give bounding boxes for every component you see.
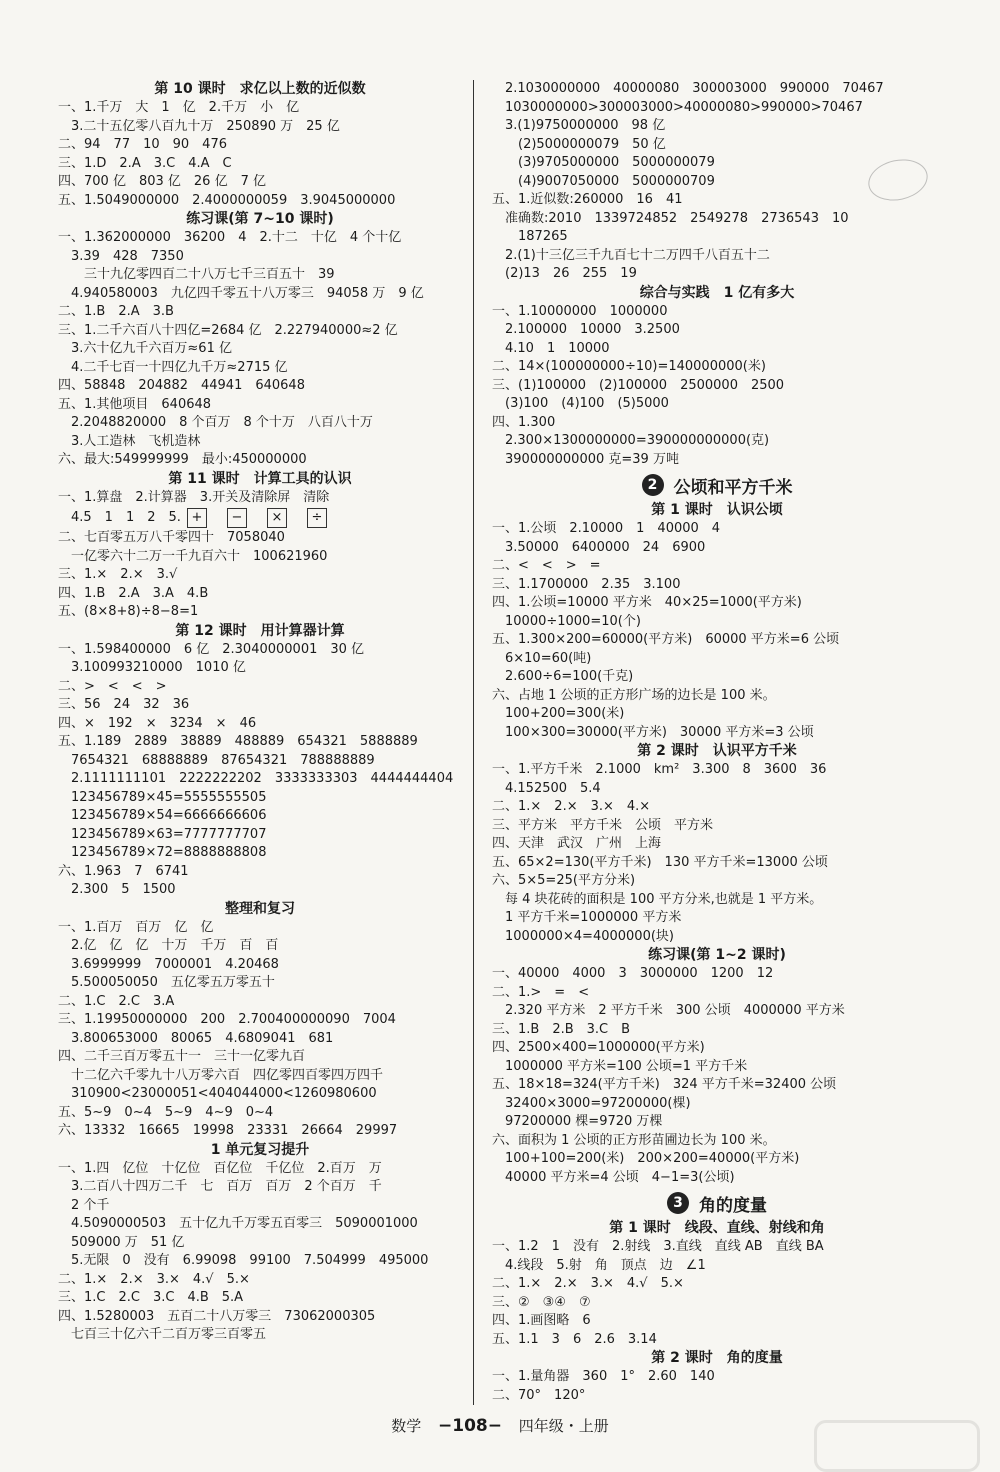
answer-line: 3.39 428 7350 <box>58 248 184 264</box>
answer-line: 2.1030000000 40000080 300003000 990000 70467 <box>492 81 884 96</box>
answer-line: 1000000 平方米=100 公顷=1 平方千米 <box>492 1058 748 1074</box>
answer-line: 2.2048820000 8 个百万 8 个十万 八百八十万 <box>58 415 373 430</box>
answer-line: 4.940580003 九亿四千零五十八万零三 94058 万 9 亿 <box>58 285 424 301</box>
answer-line: 3.二百八十四万二千 七 百万 百万 2 个百万 千 <box>58 1179 382 1194</box>
answer-line: (4)9007050000 5000000709 <box>492 173 715 189</box>
answer-line: 五、1.5049000000 2.4000000059 3.9045000000 <box>58 192 396 208</box>
answer-line: 40000 平方米=4 公顷 4−1=3(公顷) <box>492 1169 735 1185</box>
answer-line: 123456789×54=6666666606 <box>58 808 267 823</box>
answer-line: 四、1.公顷=10000 平方米 40×25=1000(平方米) <box>492 595 802 610</box>
section-title: 综合与实践 1 亿有多大 <box>639 284 795 301</box>
answer-line: 五、1.1 3 6 2.6 3.14 <box>492 1331 657 1347</box>
answer-line: 123456789×72=8888888808 <box>58 845 267 860</box>
answer-line: 2.300×1300000000=390000000000(克) <box>492 433 770 448</box>
answer-line: (3)100 (4)100 (5)5000 <box>492 396 669 411</box>
calculator-key-icon: + <box>187 508 207 528</box>
answer-line: 四、1.画图略 6 <box>492 1313 591 1328</box>
answer-line: 五、18×18=324(平方千米) 324 平方千米=32400 公顷 <box>492 1077 837 1092</box>
answer-line: 一、1.公顷 2.10000 1 40000 4 <box>492 521 721 536</box>
answer-line: 一、1.2 1 没有 2.射线 3.直线 直线 AB 直线 BA <box>492 1239 824 1254</box>
answer-line: 六、面积为 1 公顷的正方形苗圃边长为 100 米。 <box>492 1132 776 1148</box>
answer-line: 二、1.× 2.× 3.× 4.× <box>492 799 651 814</box>
answer-line: 7654321 68888889 87654321 788888889 <box>58 752 375 768</box>
answer-line: 二、< < > = <box>492 558 601 573</box>
page-number: −108− <box>438 1416 502 1436</box>
column-divider <box>473 80 474 1405</box>
answer-line-keys <box>58 507 462 529</box>
answer-line: 二、七百零五万八千零四十 7058040 <box>58 530 285 545</box>
answer-line: 四、1.5280003 五百二十八万零三 73062000305 <box>58 1308 376 1324</box>
answer-line: 4.5090000503 五十亿九千万零五百零三 5090001000 <box>58 1216 418 1231</box>
answer-line: 97200000 棵=9720 万棵 <box>492 1114 663 1129</box>
answer-line: 三、1.19950000000 200 2.700400000090 7004 <box>58 1012 396 1027</box>
answer-line: 2.600÷6=100(千克) <box>492 669 634 684</box>
answer-line: 三、② ③④ ⑦ <box>492 1294 591 1310</box>
answer-line: 五、65×2=130(平方千米) 130 平方千米=13000 公顷 <box>492 854 828 870</box>
answer-line: 310900<23000051<404044000<1260980600 <box>58 1086 377 1101</box>
answer-line: 五、1.其他项目 640648 <box>58 396 212 412</box>
answer-line: 3.100993210000 1010 亿 <box>58 660 246 675</box>
answer-line: 一、40000 4000 3 3000000 1200 12 <box>492 966 774 981</box>
calculator-key-icon: × <box>267 508 287 528</box>
answer-line: 六、1.963 7 6741 <box>58 863 189 879</box>
answer-line: 一、1.量角器 360 1° 2.60 140 <box>492 1369 715 1384</box>
answer-line: 3.二十五亿零八百九十万 250890 万 25 亿 <box>58 118 340 134</box>
answer-line: 二、> < < > <box>58 678 167 694</box>
answer-line: 3.(1)9750000000 98 亿 <box>492 118 666 133</box>
section-title: 第 10 课时 求亿以上数的近似数 <box>154 81 366 97</box>
calculator-key-icon: ÷ <box>307 508 327 528</box>
answer-line: (3)9705000000 5000000079 <box>492 155 715 170</box>
answer-line: 四、1.B 2.A 3.A 4.B <box>58 585 209 601</box>
answer-line: 四、58848 204882 44941 640648 <box>58 378 305 393</box>
answer-line: 三、1.× 2.× 3.√ <box>58 567 178 582</box>
answer-text: 4.5 1 1 2 5. <box>58 509 181 525</box>
answer-line: 准确数:2010 1339724852 2549278 2736543 10 <box>492 210 849 226</box>
answer-line: 3.50000 6400000 24 6900 <box>492 539 706 555</box>
answer-line: 2.100000 10000 3.2500 <box>492 322 680 337</box>
answer-line: 六、5×5=25(平方分米) <box>492 873 636 888</box>
unit-title: 公顷和平方千米 <box>673 477 793 498</box>
section-title: 练习课(第 7~10 课时) <box>186 211 334 227</box>
unit-title: 角的度量 <box>699 1195 767 1216</box>
answer-line: 三、1.B 2.B 3.C B <box>492 1021 631 1037</box>
section-title: 第 11 课时 计算工具的认识 <box>168 470 352 487</box>
answer-line: 2.(1)十三亿三千九百七十二万四千八百五十二 <box>492 247 770 263</box>
answer-line: 10000÷1000=10(个) <box>492 613 641 629</box>
section-title: 练习课(第 1~2 课时) <box>648 947 786 963</box>
answer-line: 四、× 192 × 3234 × 46 <box>58 715 257 731</box>
answer-line: 六、占地 1 公顷的正方形广场的边长是 100 米。 <box>492 687 776 703</box>
answer-line: 100+200=300(米) <box>492 706 625 721</box>
section-title: 第 2 课时 认识平方千米 <box>637 743 797 759</box>
section-title: 整理和复习 <box>225 900 295 917</box>
answer-line: 二、1.> = < <box>492 984 590 1000</box>
answer-line: 五、1.189 2889 38889 488889 654321 5888889 <box>58 734 418 749</box>
section-title: 第 1 课时 线段、直线、射线和角 <box>609 1220 825 1236</box>
left-column <box>58 80 462 1345</box>
answer-line: 2.320 平方米 2 平方千米 300 公顷 4000000 平方米 <box>492 1003 845 1018</box>
answer-line: 二、1.C 2.C 3.A <box>58 993 175 1009</box>
answer-line: 三、(1)100000 (2)100000 2500000 2500 <box>492 377 785 393</box>
answer-line: 5.500050050 五亿零五万零五十 <box>58 975 275 990</box>
unit-heading <box>492 471 942 499</box>
answer-line: 二、70° 120° <box>492 1387 586 1403</box>
answer-line: 2 个千 <box>58 1197 110 1213</box>
answer-line: 四、天津 武汉 广州 上海 <box>492 836 662 851</box>
answer-line: 三、56 24 32 36 <box>58 697 190 712</box>
answer-line: 3.800653000 80065 4.6809041 681 <box>58 1030 334 1046</box>
answer-line: 四、700 亿 803 亿 26 亿 7 亿 <box>58 174 266 189</box>
answer-line: 十二亿六千零九十八万零六百 四亿零四百零四万四千 <box>58 1067 384 1083</box>
answer-line: 一、1.598400000 6 亿 2.3040000001 30 亿 <box>58 641 365 657</box>
answer-line: 123456789×45=5555555505 <box>58 789 267 805</box>
answer-line: 六、最大:549999999 最小:450000000 <box>58 452 307 467</box>
answer-line: 1030000000>300003000>40000080>990000>70467 <box>492 99 863 115</box>
unit-number-badge: 3 <box>667 1192 689 1214</box>
answer-line: 三、1.C 2.C 3.C 4.B 5.A <box>58 1290 244 1305</box>
answer-line: 187265 <box>492 229 568 244</box>
answer-line: 2.300 5 1500 <box>58 882 176 897</box>
answer-line: 三、平方米 平方千米 公顷 平方米 <box>492 817 714 833</box>
answer-line: 3.人工造林 飞机造林 <box>58 433 201 449</box>
section-title: 第 2 课时 角的度量 <box>651 1350 783 1366</box>
answer-line: 五、1.近似数:260000 16 41 <box>492 192 683 207</box>
answer-line: 5.无限 0 没有 6.99098 99100 7.504999 495000 <box>58 1253 429 1268</box>
answer-line: 五、1.300×200=60000(平方米) 60000 平方米=6 公顷 <box>492 632 840 647</box>
answer-line: 509000 万 51 亿 <box>58 1234 185 1250</box>
answer-line: (2)13 26 255 19 <box>492 266 637 281</box>
answer-line: 1 平方千米=1000000 平方米 <box>492 910 682 925</box>
answer-line: 4.152500 5.4 <box>492 780 601 796</box>
answer-line: 七百三十亿六千二百万零三百零五 <box>58 1327 267 1342</box>
answer-line: 四、二千三百万零五十一 三十一亿零九百 <box>58 1049 306 1064</box>
answer-line: 三十九亿零四百二十八万七千三百五十 39 <box>58 267 335 282</box>
section-title: 1 单元复习提升 <box>210 1141 310 1158</box>
answer-line: 二、1.× 2.× 3.× 4.√ 5.× <box>58 1271 250 1287</box>
section-title: 第 1 课时 认识公顷 <box>651 502 783 518</box>
answer-line: 4.10 1 10000 <box>492 340 610 356</box>
answer-line: 四、1.300 <box>492 414 556 430</box>
answer-line: 4.二千七百一十四亿九千万≈2715 亿 <box>58 359 288 375</box>
answer-line: 三、1.1700000 2.35 3.100 <box>492 576 681 592</box>
answer-line: (2)5000000079 50 亿 <box>492 136 666 152</box>
right-column <box>492 80 942 1405</box>
answer-line: 一、1.10000000 1000000 <box>492 303 668 319</box>
answer-line: 五、5~9 0~4 5~9 4~9 0~4 <box>58 1104 274 1120</box>
calculator-key-icon: − <box>227 508 247 528</box>
answer-line: 三、1.二千六百八十四亿=2684 亿 2.227940000≈2 亿 <box>58 322 398 338</box>
answer-line: 一、1.算盘 2.计算器 3.开关及清除屏 清除 <box>58 489 330 505</box>
answer-line: 3.六十亿九千六百万≈61 亿 <box>58 341 232 356</box>
answer-line: 390000000000 克=39 万吨 <box>492 451 679 467</box>
answer-line: 二、1.B 2.A 3.B <box>58 304 174 319</box>
answer-line: 2.亿 亿 亿 十万 千万 百 百 <box>58 938 279 953</box>
answer-line: 六、13332 16665 19998 23331 26664 29997 <box>58 1123 398 1138</box>
answer-line: 3.6999999 7000001 4.20468 <box>58 956 279 972</box>
answer-line: 二、1.× 2.× 3.× 4.√ 5.× <box>492 1276 684 1291</box>
answer-line: 6×10=60(吨) <box>492 650 592 666</box>
answer-line: 一、1.千万 大 1 亿 2.千万 小 亿 <box>58 100 300 115</box>
answer-line: 四、2500×400=1000000(平方米) <box>492 1040 705 1055</box>
answer-line: 二、94 77 10 90 476 <box>58 137 227 152</box>
answer-line: 二、14×(100000000÷10)=140000000(米) <box>492 359 766 374</box>
footer-grade: 四年级・上册 <box>518 1417 609 1435</box>
answer-line: 每 4 块花砖的面积是 100 平方分米,也就是 1 平方米。 <box>492 891 823 907</box>
answer-line: 五、(8×8+8)÷8−8=1 <box>58 604 199 619</box>
answer-line: 1000000×4=4000000(块) <box>492 928 674 944</box>
answer-line: 100+100=200(米) 200×200=40000(平方米) <box>492 1151 800 1166</box>
unit-heading <box>492 1189 942 1217</box>
unit-number-badge: 2 <box>642 474 664 496</box>
answer-line: 123456789×63=7777777707 <box>58 826 267 842</box>
footer-subject: 数学 <box>391 1417 422 1435</box>
answer-line: 一亿零六十二万一千九百六十 100621960 <box>58 548 328 564</box>
answer-line: 2.1111111101 2222222202 3333333303 4444444404 <box>58 771 454 786</box>
watermark-logo <box>814 1420 980 1472</box>
answer-line: 一、1.362000000 36200 4 2.十二 十亿 4 个十亿 <box>58 230 402 245</box>
section-title: 第 12 课时 用计算器计算 <box>175 622 345 639</box>
answer-line: 一、1.四 亿位 十亿位 百亿位 千亿位 2.百万 万 <box>58 1160 382 1176</box>
answer-line: 4.线段 5.射 角 顶点 边 ∠1 <box>492 1257 706 1273</box>
answer-line: 三、1.D 2.A 3.C 4.A C <box>58 155 232 171</box>
answer-line: 一、1.平方千米 2.1000 km² 3.300 8 3600 36 <box>492 762 827 777</box>
answer-line: 100×300=30000(平方米) 30000 平方米=3 公顷 <box>492 724 814 740</box>
answer-line: 32400×3000=97200000(棵) <box>492 1095 691 1111</box>
answer-line: 一、1.百万 百万 亿 亿 <box>58 919 214 935</box>
